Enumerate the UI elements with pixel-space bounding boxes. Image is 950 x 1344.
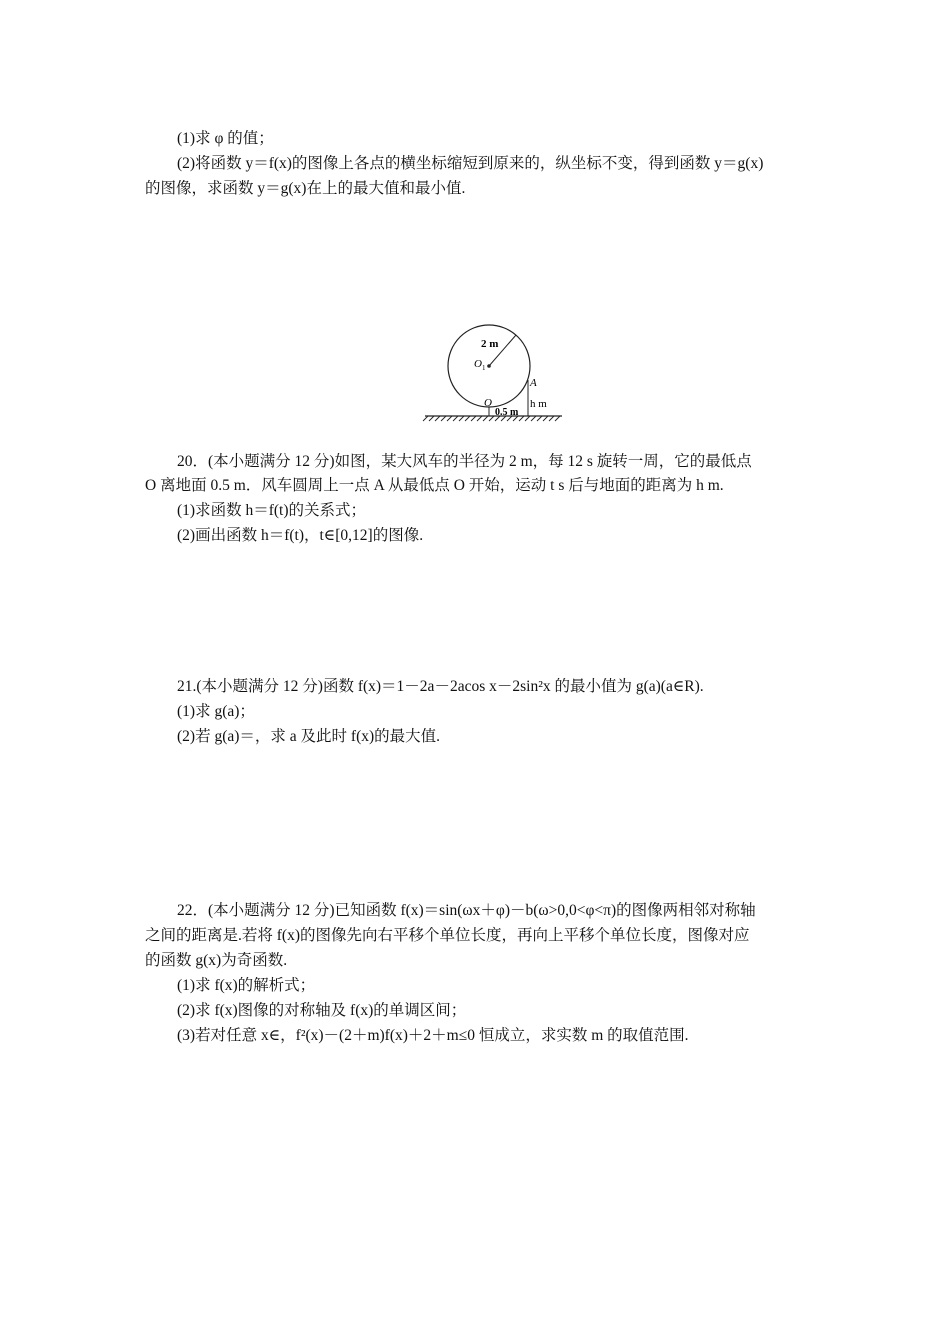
q21-part1: (1)求 g(a)；: [177, 703, 255, 720]
q22-l2-b: 个单位长度: [424, 927, 502, 944]
q22-stem-line1: 22．(本小题满分 12 分)已知函数 f(x)＝sin(ωx＋φ)－b(ω>0,0<φ<π)的图像两相邻对称轴: [177, 902, 756, 919]
q19-part2-end: .: [461, 180, 466, 197]
q22-l2-e: ，图像对应: [672, 927, 750, 944]
q19-part2-text: 的图像，求函数 y＝g(x)在: [145, 180, 322, 197]
q19-part2-line2: [145, 178, 810, 200]
point-a-label: A: [530, 377, 537, 389]
q22-stem-line2: [145, 925, 810, 947]
gap-label: 0.5 m: [495, 407, 519, 418]
q22-stem-line3: 的函数 g(x)为奇函数.: [145, 952, 288, 969]
radius-label: 2 m: [481, 338, 499, 350]
q20-stem-line1: 20．(本小题满分 12 分)如图，某大风车的半径为 2 m，每 12 s 旋转一周，它的最低点: [177, 453, 752, 470]
ground-hatching: [423, 416, 560, 421]
q22-part2: (2)求 f(x)图像的对称轴及 f(x)的单调区间；: [177, 1002, 467, 1019]
center-label: O: [474, 358, 482, 370]
q22-part1: (1)求 f(x)的解析式；: [177, 977, 316, 994]
q19-part1: (1)求 φ 的值；: [177, 130, 274, 147]
q21-part2: (2)若 g(a)＝，求 a 及此时 f(x)的最大值.: [177, 728, 441, 745]
q22-l2-d: 个单位长度: [594, 927, 673, 944]
q20-stem-line2: O 离地面 0.5 m．风车圆周上一点 A 从最低点 O 开始，运动 t s 后与地面的距离为 h m.: [145, 477, 724, 494]
q22-l2-c: ，再向上平移: [501, 927, 595, 944]
q20-part1: (1)求函数 h＝f(t)的关系式；: [177, 502, 366, 519]
q20-part2: (2)画出函数 h＝f(t)，t∈[0,12]的图像.: [177, 527, 424, 544]
lowest-point-label: O: [484, 397, 492, 409]
center-subscript: 1: [482, 364, 486, 372]
windmill-figure: [420, 318, 570, 428]
q19-part2-sans-text: 上的最大值和最小值: [321, 180, 462, 197]
height-label: h m: [530, 398, 547, 410]
q19-part2-line1: (2)将函数 y＝f(x)的图像上各点的横坐标缩短到原来的，纵坐标不变，得到函数 y＝g(x): [177, 155, 764, 172]
q22-l2-a: 之间的距离是.若将 f(x)的图像先向右平移: [145, 927, 424, 944]
q21-stem: 21.(本小题满分 12 分)函数 f(x)＝1－2a－2acos x－2sin²x 的最小值为 g(a)(a∈R).: [177, 678, 704, 695]
q22-part3: (3)若对任意 x∈，f²(x)－(2＋m)f(x)＋2＋m≤0 恒成立，求实数 m 的取值范围.: [177, 1027, 689, 1044]
